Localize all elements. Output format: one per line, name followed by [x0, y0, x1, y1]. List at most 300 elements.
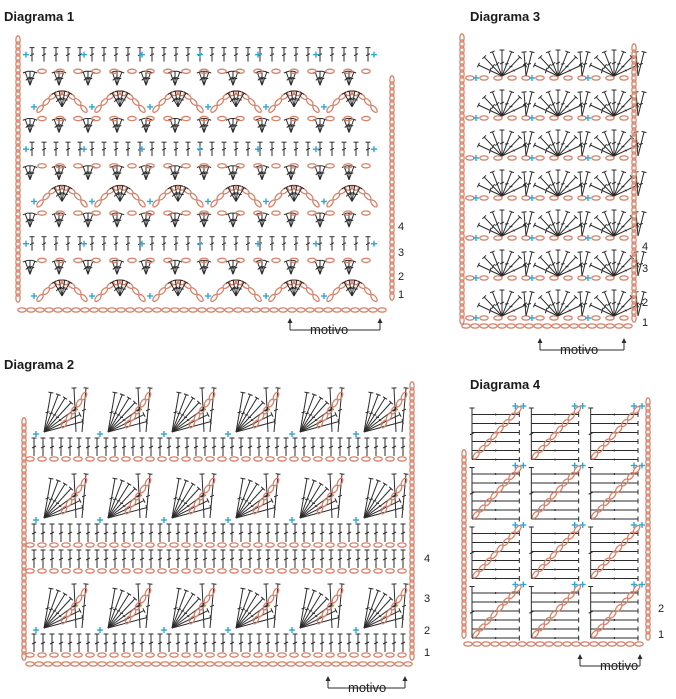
row-number: 2 [398, 271, 405, 283]
double-crochet-icon [194, 438, 199, 456]
chain-oval-icon [386, 543, 394, 547]
chain-oval-icon [561, 324, 569, 328]
double-crochet-icon [90, 142, 95, 156]
double-crochet-icon [149, 524, 154, 542]
plus-marker-icon [197, 146, 203, 152]
plus-marker-icon [31, 198, 37, 204]
chain-oval-icon [314, 662, 322, 666]
chain-oval-icon [134, 653, 142, 657]
double-crochet-icon [30, 48, 35, 62]
chain-oval-icon [210, 293, 219, 302]
chain-oval-icon [466, 116, 474, 120]
chain-oval-icon [471, 324, 479, 328]
double-crochet-icon [531, 540, 578, 545]
double-crochet-icon [356, 550, 361, 568]
chain-oval-icon [508, 116, 516, 120]
chain-oval-icon [107, 662, 115, 666]
plus-marker-icon [263, 293, 269, 299]
chain-oval-icon [550, 116, 558, 120]
chain-oval-icon [26, 653, 34, 657]
double-crochet-icon [477, 303, 502, 316]
chain-oval-icon [44, 662, 52, 666]
chain-oval-icon [206, 662, 214, 666]
double-crochet-icon [306, 48, 311, 62]
chain-oval-icon [122, 543, 130, 547]
double-crochet-icon [531, 636, 578, 641]
plus-marker-icon [529, 115, 535, 121]
plus-marker-icon [97, 431, 103, 437]
chain-oval-icon [508, 76, 516, 80]
chain-oval-icon [326, 543, 334, 547]
double-crochet-icon [538, 295, 558, 316]
double-crochet-icon [522, 92, 527, 116]
double-crochet-icon [614, 135, 634, 156]
chain-oval-icon [466, 76, 474, 80]
plus-marker-icon [89, 104, 95, 110]
chain-oval-icon [36, 308, 44, 312]
chain-oval-icon [38, 211, 46, 215]
chain-oval-icon [158, 543, 166, 547]
double-crochet-icon [522, 172, 527, 196]
plus-marker-icon [81, 146, 87, 152]
double-crochet-icon [531, 600, 578, 605]
double-crochet-icon [533, 223, 558, 236]
chain-oval-icon [254, 104, 263, 113]
double-crochet-icon [589, 103, 614, 116]
double-crochet-icon [638, 171, 646, 196]
chain-oval-icon [247, 192, 256, 201]
double-crochet-icon [356, 634, 361, 652]
chain-oval-icon [592, 116, 600, 120]
double-crochet-icon [502, 171, 514, 196]
chain-oval-icon [498, 324, 506, 328]
plus-marker-icon [371, 241, 377, 247]
chain-oval-icon [398, 457, 406, 461]
chain-oval-icon [236, 164, 244, 168]
double-crochet-icon [558, 131, 570, 156]
chain-oval-icon [128, 258, 136, 262]
chain-oval-icon [225, 308, 233, 312]
double-crochet-icon [614, 91, 626, 116]
chain-oval-icon [326, 258, 334, 262]
double-crochet-icon [302, 550, 307, 568]
double-crochet-icon [522, 52, 527, 76]
chain-oval-icon [494, 316, 502, 320]
double-crochet-icon [86, 438, 91, 456]
double-crochet-icon [246, 48, 251, 62]
double-crochet-icon [502, 175, 522, 196]
double-crochet-icon [42, 237, 47, 251]
chain-oval-icon [314, 457, 322, 461]
chain-oval-icon [182, 211, 190, 215]
chain-oval-icon [494, 76, 502, 80]
chain-oval-icon [550, 196, 558, 200]
double-crochet-icon [66, 237, 71, 251]
double-crochet-icon [270, 142, 275, 156]
double-crochet-icon [50, 524, 55, 542]
chain-oval-icon [287, 662, 295, 666]
double-crochet-icon [122, 634, 127, 652]
double-crochet-icon [90, 237, 95, 251]
double-crochet-icon [32, 550, 37, 568]
chain-oval-icon [592, 316, 600, 320]
double-crochet-icon [167, 438, 172, 456]
plus-marker-icon [585, 195, 591, 201]
chain-oval-icon [50, 653, 58, 657]
plus-marker-icon [585, 235, 591, 241]
chain-oval-icon [236, 211, 244, 215]
chain-oval-icon [98, 457, 106, 461]
chain-oval-icon [170, 653, 178, 657]
double-crochet-icon [95, 438, 100, 456]
double-crochet-icon [66, 48, 71, 62]
plus-marker-icon [353, 431, 359, 437]
double-crochet-icon [582, 211, 590, 236]
double-crochet-icon [270, 237, 275, 251]
chain-oval-icon [362, 164, 370, 168]
chain-oval-icon [290, 457, 298, 461]
double-crochet-icon [502, 215, 522, 236]
double-crochet-icon [589, 183, 614, 196]
double-crochet-icon [338, 550, 343, 568]
chain-oval-icon [170, 457, 178, 461]
diagram-1-title: Diagrama 1 [4, 9, 75, 24]
double-crochet-icon [131, 524, 136, 542]
chain-oval-icon [128, 211, 136, 215]
double-crochet-icon [591, 517, 638, 522]
chain-oval-icon [308, 164, 316, 168]
plus-marker-icon [197, 52, 203, 58]
double-crochet-icon [248, 438, 253, 456]
double-crochet-icon [392, 550, 397, 568]
double-crochet-icon [591, 421, 638, 426]
chain-oval-icon [615, 324, 623, 328]
double-crochet-icon [248, 524, 253, 542]
double-crochet-icon [533, 263, 558, 276]
chain-oval-icon [297, 308, 305, 312]
chain-oval-icon [572, 642, 580, 646]
double-crochet-icon [186, 142, 191, 156]
chain-oval-icon [206, 653, 214, 657]
plus-marker-icon [529, 235, 535, 241]
chain-oval-icon [94, 199, 103, 208]
chain-oval-icon [170, 662, 178, 666]
chain-oval-icon [80, 391, 88, 400]
chain-oval-icon [460, 316, 464, 324]
chain-oval-icon [134, 457, 142, 461]
chain-oval-icon [278, 662, 286, 666]
chain-oval-icon [242, 653, 250, 657]
double-crochet-icon [122, 438, 127, 456]
chain-oval-icon [86, 569, 94, 573]
chain-oval-icon [606, 156, 614, 160]
double-crochet-icon [41, 550, 46, 568]
chain-oval-icon [117, 308, 125, 312]
chain-oval-icon [206, 457, 214, 461]
double-crochet-icon [354, 237, 359, 251]
chain-oval-icon [398, 569, 406, 573]
chain-oval-icon [215, 662, 223, 666]
chain-oval-icon [494, 196, 502, 200]
row-number: 3 [398, 247, 405, 259]
double-crochet-icon [594, 215, 614, 236]
chain-oval-icon [620, 76, 628, 80]
chain-oval-icon [550, 276, 558, 280]
chain-oval-icon [312, 199, 321, 208]
double-crochet-icon [266, 634, 271, 652]
double-crochet-icon [374, 634, 379, 652]
double-crochet-icon [114, 142, 119, 156]
diagram-4-chart [462, 398, 664, 673]
chain-oval-icon [404, 662, 412, 666]
chain-oval-icon [536, 316, 544, 320]
chain-oval-icon [218, 258, 226, 262]
double-crochet-icon [502, 95, 522, 116]
double-crochet-icon [392, 438, 397, 456]
plus-marker-icon [97, 627, 103, 633]
double-crochet-icon [591, 499, 638, 504]
chain-oval-icon [588, 324, 596, 328]
plus-marker-icon [147, 198, 153, 204]
chain-oval-icon [518, 642, 526, 646]
double-crochet-icon [113, 438, 118, 456]
double-crochet-icon [558, 91, 570, 116]
double-crochet-icon [212, 524, 217, 542]
double-crochet-icon [588, 587, 593, 639]
chain-oval-icon [161, 662, 169, 666]
chain-oval-icon [236, 69, 244, 73]
chain-oval-icon [326, 69, 334, 73]
plus-marker-icon [529, 155, 535, 161]
chain-oval-icon [350, 569, 358, 573]
chain-oval-icon [251, 662, 259, 666]
chain-oval-icon [494, 116, 502, 120]
double-crochet-icon [614, 95, 634, 116]
chain-oval-icon [333, 308, 341, 312]
chain-oval-icon [508, 316, 516, 320]
double-crochet-icon [257, 634, 262, 652]
chain-oval-icon [254, 653, 262, 657]
chain-oval-icon [370, 293, 379, 302]
double-crochet-icon [95, 550, 100, 568]
double-crochet-icon [104, 438, 109, 456]
double-crochet-icon [113, 550, 118, 568]
chain-oval-icon [272, 477, 280, 486]
chain-oval-icon [305, 287, 314, 296]
chain-oval-icon [272, 258, 280, 262]
row-number: 3 [642, 263, 649, 275]
plus-marker-icon [529, 275, 535, 281]
double-crochet-icon [558, 255, 578, 276]
double-crochet-icon [284, 550, 289, 568]
chain-oval-icon [363, 192, 372, 201]
double-crochet-icon [472, 421, 519, 426]
double-crochet-icon [591, 558, 638, 563]
chain-oval-icon [606, 76, 614, 80]
chain-oval-icon [152, 199, 161, 208]
chain-oval-icon [543, 324, 551, 328]
double-crochet-icon [293, 524, 298, 542]
chain-oval-icon [138, 199, 147, 208]
plus-marker-icon [225, 431, 231, 437]
chain-oval-icon [158, 569, 166, 573]
double-crochet-icon [104, 524, 109, 542]
chain-oval-icon [194, 543, 202, 547]
plus-marker-icon [473, 235, 479, 241]
double-crochet-icon [582, 251, 590, 276]
double-crochet-icon [558, 51, 570, 76]
double-crochet-icon [614, 291, 626, 316]
double-crochet-icon [401, 438, 406, 456]
chain-oval-icon [545, 642, 553, 646]
double-crochet-icon [589, 63, 614, 76]
chain-oval-icon [288, 308, 296, 312]
double-crochet-icon [477, 103, 502, 116]
chain-oval-icon [620, 196, 628, 200]
double-crochet-icon [502, 255, 522, 276]
double-crochet-icon [294, 142, 299, 156]
chain-oval-icon [210, 104, 219, 113]
double-crochet-icon [221, 634, 226, 652]
chain-oval-icon [268, 199, 277, 208]
chain-oval-icon [122, 569, 130, 573]
chain-oval-icon [597, 324, 605, 328]
double-crochet-icon [578, 132, 583, 156]
double-crochet-icon [482, 295, 502, 316]
double-crochet-icon [86, 550, 91, 568]
chain-oval-icon [92, 164, 100, 168]
chain-oval-icon [482, 642, 490, 646]
chain-oval-icon [38, 457, 46, 461]
double-crochet-icon [162, 48, 167, 62]
plus-marker-icon [31, 293, 37, 299]
double-crochet-icon [311, 438, 316, 456]
plus-marker-icon [529, 315, 535, 321]
chain-oval-icon [550, 76, 558, 80]
double-crochet-icon [522, 212, 527, 236]
double-crochet-icon [68, 438, 73, 456]
plus-marker-icon [289, 431, 295, 437]
chain-oval-icon [138, 293, 147, 302]
double-crochet-icon [347, 438, 352, 456]
double-crochet-icon [230, 438, 235, 456]
plus-marker-icon [473, 315, 479, 321]
diagram-2-chart [22, 382, 430, 695]
chain-oval-icon [494, 156, 502, 160]
chain-oval-icon [570, 324, 578, 328]
double-crochet-icon [68, 634, 73, 652]
chain-oval-icon [110, 457, 118, 461]
double-crochet-icon [158, 634, 163, 652]
plus-marker-icon [321, 293, 327, 299]
double-crochet-icon [538, 215, 558, 236]
chain-oval-icon [617, 642, 625, 646]
plus-marker-icon [225, 627, 231, 633]
chain-oval-icon [314, 569, 322, 573]
chain-oval-icon [243, 308, 251, 312]
chain-oval-icon [536, 116, 544, 120]
chain-oval-icon [390, 292, 394, 300]
plus-marker-icon [89, 293, 95, 299]
chain-oval-icon [218, 116, 226, 120]
plus-marker-icon [529, 75, 535, 81]
chain-oval-icon [480, 156, 488, 160]
chain-oval-icon [208, 391, 216, 400]
chain-oval-icon [326, 199, 335, 208]
double-crochet-icon [54, 142, 59, 156]
double-crochet-icon [176, 524, 181, 542]
chain-oval-icon [494, 236, 502, 240]
chain-oval-icon [386, 662, 394, 666]
double-crochet-icon [591, 600, 638, 605]
chain-oval-icon [522, 196, 530, 200]
chain-oval-icon [564, 156, 572, 160]
chain-oval-icon [164, 116, 172, 120]
double-crochet-icon [472, 517, 519, 522]
double-crochet-icon [302, 524, 307, 542]
chain-oval-icon [18, 308, 26, 312]
chain-oval-icon [152, 104, 161, 113]
double-crochet-icon [482, 55, 502, 76]
chain-oval-icon [218, 164, 226, 168]
chain-oval-icon [581, 642, 589, 646]
double-crochet-icon [222, 48, 227, 62]
double-crochet-icon [472, 439, 519, 444]
chain-oval-icon [302, 569, 310, 573]
double-crochet-icon [30, 237, 35, 251]
double-crochet-icon [482, 215, 502, 236]
chain-oval-icon [564, 196, 572, 200]
plus-marker-icon [205, 293, 211, 299]
double-crochet-icon [77, 550, 82, 568]
row-number: 1 [642, 317, 649, 329]
chain-oval-icon [135, 308, 143, 312]
double-crochet-icon [210, 48, 215, 62]
chain-oval-icon [312, 104, 321, 113]
chain-oval-icon [153, 308, 161, 312]
plus-marker-icon [585, 275, 591, 281]
double-crochet-icon [275, 438, 280, 456]
chain-oval-icon [527, 642, 535, 646]
plus-marker-icon [161, 627, 167, 633]
double-crochet-icon [366, 237, 371, 251]
chain-oval-icon [197, 662, 205, 666]
double-crochet-icon [470, 408, 475, 460]
double-crochet-icon [477, 143, 502, 156]
chain-oval-icon [326, 211, 334, 215]
plus-marker-icon [473, 75, 479, 81]
double-crochet-icon [86, 524, 91, 542]
chain-oval-icon [578, 236, 586, 240]
double-crochet-icon [126, 48, 131, 62]
motif-label: motivo [310, 322, 349, 337]
chain-oval-icon [98, 662, 106, 666]
plus-marker-icon [23, 146, 29, 152]
chain-oval-icon [326, 116, 334, 120]
plus-marker-icon [197, 241, 203, 247]
chain-oval-icon [342, 308, 350, 312]
double-crochet-icon [122, 524, 127, 542]
double-crochet-icon [311, 524, 316, 542]
double-crochet-icon [472, 457, 519, 462]
double-crochet-icon [591, 618, 638, 623]
double-crochet-icon [502, 91, 514, 116]
double-crochet-icon [68, 524, 73, 542]
double-crochet-icon [203, 550, 208, 568]
double-crochet-icon [311, 550, 316, 568]
chain-oval-icon [53, 662, 61, 666]
chain-oval-icon [54, 308, 62, 312]
